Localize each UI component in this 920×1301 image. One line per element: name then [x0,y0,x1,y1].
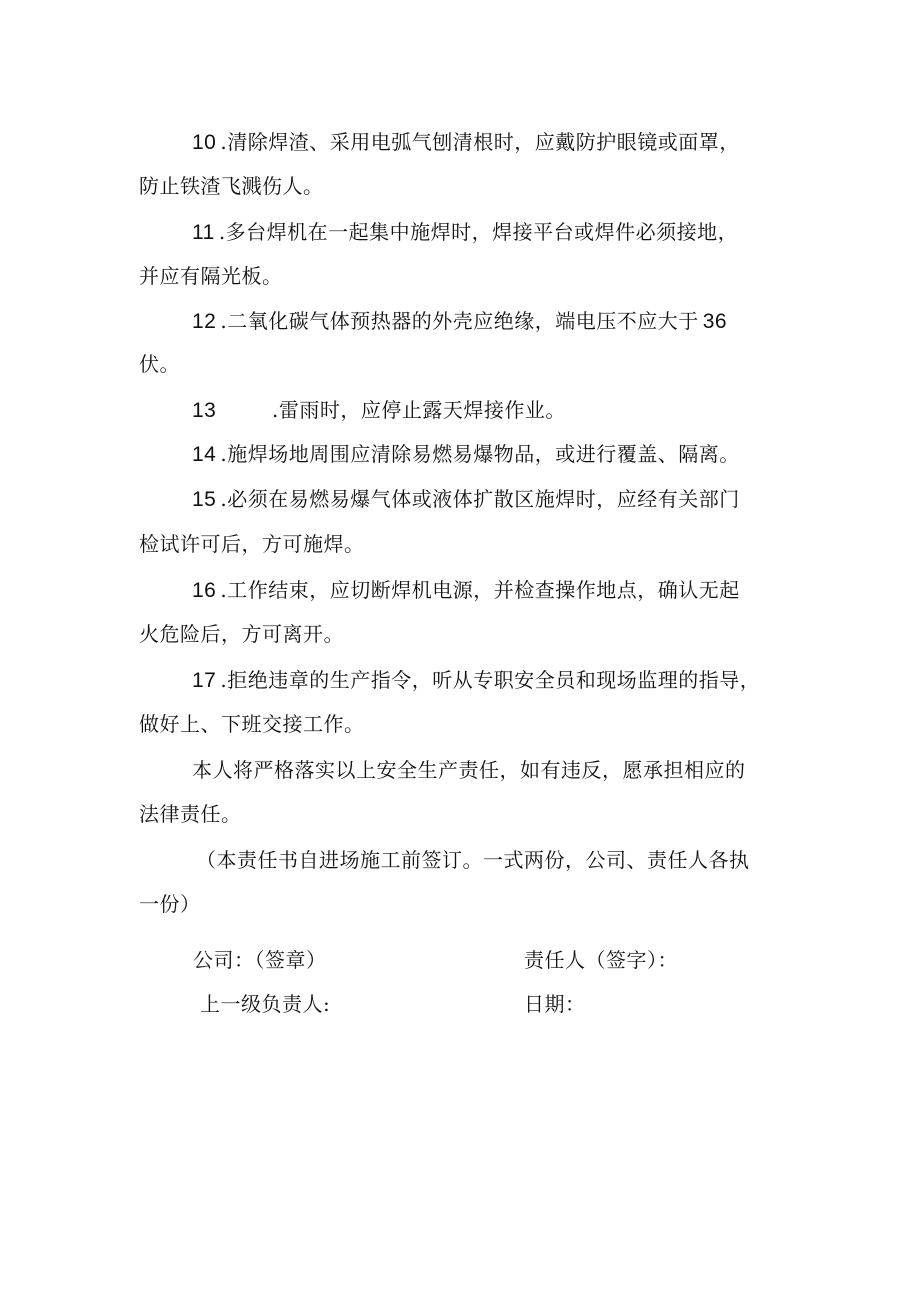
item-11-line-2: 并应有隔光板。 [139,264,283,288]
item-16-line-2: 火危险后，方可离开。 [139,622,344,646]
item-text: .清除焊渣、采用电弧气刨清根时，应戴防护眼镜或面罩， [220,130,740,154]
item-text: .拒绝违章的生产指令，听从专职安全员和现场监理的指导， [220,668,761,692]
date-label: 日期： [524,992,586,1016]
note-line-2: 一份） [139,892,201,916]
item-17-line-2: 做好上、下班交接工作。 [139,712,365,736]
item-number: 16 [192,579,217,602]
item-text: .工作结束，应切断焊机电源，并检查操作地点，确认无起 [220,578,740,602]
item-text: .施焊场地周围应清除易燃易爆物品，或进行覆盖、隔离。 [220,442,740,466]
responsible-person-signature-label: 责任人（签字）： [524,948,678,972]
item-number: 14 [192,443,217,466]
item-11-line-1 [192,218,738,247]
item-number: 11 [192,221,215,244]
item-number: 17 [192,669,217,692]
company-seal-label: 公司：（签章） [193,948,327,972]
item-number: 10 [192,131,217,154]
pledge-line-1: 本人将严格落实以上安全生产责任，如有违反，愿承担相应的 [192,758,746,782]
item-text: .多台焊机在一起集中施焊时，焊接平台或焊件必须接地， [218,220,739,244]
item-13-line-1 [192,396,566,425]
item-number: 13 [192,399,217,422]
item-12-line-1 [192,307,731,336]
item-text: .二氧化碳气体预热器的外壳应绝缘，端电压不应大于 [220,309,699,333]
supervisor-label: 上一级负责人: [200,992,331,1016]
item-text: .雷雨时，应停止露天焊接作业。 [272,398,566,422]
item-15-line-2: 检试许可后，方可施焊。 [139,532,365,556]
note-line-1: （本责任书自进场施工前签订。一式两份，公司、责任人各执 [196,848,750,872]
item-number: 12 [192,310,217,333]
item-16-line-1 [192,576,740,605]
item-12-line-2: 伏。 [139,352,180,376]
pledge-line-2: 法律责任。 [139,802,242,826]
item-10-line-2: 防止铁渣飞溅伤人。 [139,174,324,198]
item-number: 15 [192,488,217,511]
item-15-line-1 [192,485,740,514]
item-10-line-1 [192,128,740,157]
item-text: .必须在易燃易爆气体或液体扩散区施焊时，应经有关部门 [220,487,740,511]
item-voltage-value: 36 [702,310,728,333]
item-17-line-1 [192,666,760,695]
item-14-line-1 [192,440,740,469]
